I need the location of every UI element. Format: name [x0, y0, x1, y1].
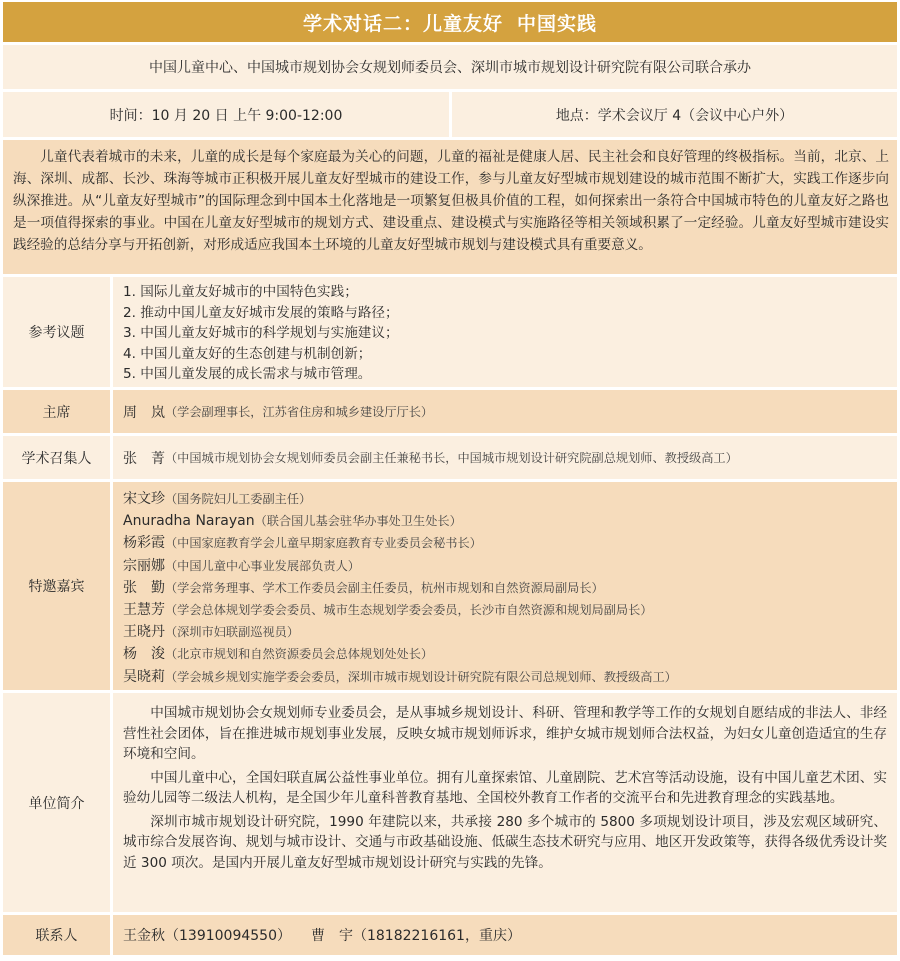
chair-row — [3, 390, 897, 433]
guest-name: 杨彩霞 — [123, 535, 165, 552]
convener-title: （中国城市规划协会女规划师委员会副主任兼秘书长，中国城市规划设计研究院副总规划师、教授级高工） — [165, 451, 738, 465]
guest-title: （中国儿童中心事业发展部负责人） — [165, 558, 360, 573]
topic-item: 4. 中国儿童友好的生态创建与机制创新； — [123, 345, 372, 362]
convener-label: 学术召集人 — [3, 436, 110, 479]
guest-name: 宗丽娜 — [123, 557, 165, 574]
topics-row — [3, 277, 897, 387]
topic-item: 3. 中国儿童友好城市的科学规划与实施建议； — [123, 325, 399, 341]
guest-item — [123, 599, 887, 621]
chair-content — [113, 390, 897, 433]
guest-title: （中国家庭教育学会儿童早期家庭教育专业委员会秘书长） — [165, 536, 482, 551]
chair-surname: 周 — [123, 404, 137, 421]
topic-item: 5. 中国儿童发展的成长需求与城市管理。 — [123, 366, 372, 382]
guest-title: （学会常务理事、学术工作委员会副主任委员，杭州市规划和自然资源局副局长） — [165, 580, 604, 595]
units-label: 单位简介 — [3, 693, 110, 912]
guest-title: （联合国儿基会驻华办事处卫生处长） — [254, 514, 462, 529]
guests-list — [113, 482, 897, 690]
unit-paragraph: 中国儿童中心，全国妇联直属公益性事业单位。拥有儿童探索馆、儿童剧院、艺术宫等活动设施，设有中国儿童艺术团、实验幼儿园等二级法人机构，是全国少年儿童科普教育基地、全国校外教育工作者的交流平台和先进教育理念的实践基地。 — [123, 769, 887, 806]
intro-paragraph: 儿童代表着城市的未来，儿童的成长是每个家庭最为关心的问题，儿童的福祉是健康人居、民主社会和良好管理的终极指标。当前，北京、上海、深圳、成都、长沙、珠海等城市正积极开展儿童友好型城市的建设工作，参与儿童友好型城市规划建设的城市范围不断扩大，实践工作逐步向纵深推进。从“儿童友好型城市”的国际理念到中国本土化落地是一项繁复但极具价值的工程，如何探索出一条符合中国城市特色的儿童友好之路也是一项值得探索的事业。中国在儿童友好型城市的规划方式、建设重点、建设模式与实施路径等相关领域积累了一定经验。儿童友好型城市建设实践经验的总结分享与开拓创新，对形成适应我国本土环境的儿童友好型城市规划与建设模式具有重要意义。 — [3, 140, 897, 274]
convener-row — [3, 436, 897, 479]
time-cell — [3, 92, 449, 137]
guest-item — [123, 488, 887, 510]
organizer-text: 中国儿童中心、中国城市规划协会女规划师委员会、深圳市城市规划设计研究院有限公司联合承办 — [149, 60, 751, 76]
guest-item — [123, 621, 887, 643]
guest-name: 王慧芳 — [123, 602, 165, 619]
unit-paragraph: 深圳市城市规划设计研究院，1990 年建院以来，共承接 280 多个城市的 5800 多项规划设计项目，涉及宏观区域研究、城市综合发展咨询、规划与城市设计、交通与市政基础设施、低碳生态技术研究与应用、地区开发政策等，获得各级优秀设计奖近 300 项次。是国内开展儿童友好型城市规划设计研究与实践的先锋。 — [123, 813, 887, 871]
units-row — [3, 693, 897, 912]
place-cell — [452, 92, 897, 137]
guest-title: （学会总体规划学委会委员、城市生态规划学委会委员，长沙市自然资源和规划局副局长） — [165, 603, 653, 618]
contact-row — [3, 915, 897, 955]
topic-item: 1. 国际儿童友好城市的中国特色实践； — [123, 284, 358, 300]
chair-title: （学会副理事长，江苏省住房和城乡建设厅厅长） — [165, 405, 434, 419]
place-text: 地点：学术会议厅 4（会议中心户外） — [555, 107, 794, 124]
convener-given-name: 菁 — [151, 450, 165, 467]
guest-item — [123, 510, 887, 532]
convener-content — [113, 436, 897, 479]
chair-given-name: 岚 — [151, 404, 165, 421]
time-place-row — [3, 92, 897, 137]
guest-name: 吴晓莉 — [123, 668, 165, 685]
guest-title: （学会城乡规划实施学委会委员，深圳市城市规划设计研究院有限公司总规划师、教授级高工） — [165, 669, 677, 684]
contact-label: 联系人 — [3, 915, 110, 955]
guests-label: 特邀嘉宾 — [3, 482, 110, 690]
convener-surname: 张 — [123, 450, 137, 467]
title-sub: 中国实践 — [517, 12, 598, 35]
topics-label: 参考议题 — [3, 277, 110, 387]
guests-row — [3, 482, 897, 690]
topics-list — [113, 277, 897, 387]
guest-item — [123, 577, 887, 599]
guest-name: 王晓丹 — [123, 624, 165, 641]
title-bar — [3, 2, 897, 42]
unit-paragraph: 中国城市规划协会女规划师专业委员会，是从事城乡规划设计、科研、管理和教学等工作的女规划自愿结成的非法人、非经营性社会团体，旨在推进城市规划事业发展，反映女城市规划师诉求，维护女城市规划师合法权益，为妇女儿童创造适宜的生存环境和空间。 — [123, 705, 887, 762]
guest-item — [123, 666, 887, 688]
title-main: 学术对话二：儿童友好 — [302, 12, 503, 35]
organizer-row — [3, 45, 897, 89]
topic-item: 2. 推动中国儿童友好城市发展的策略与路径； — [123, 304, 399, 321]
chair-label: 主席 — [3, 390, 110, 433]
contact-person-1: 王金秋（13910094550） — [123, 928, 291, 944]
contact-content — [113, 915, 897, 955]
guest-title: （北京市规划和自然资源委员会总体规划处处长） — [165, 647, 434, 662]
guest-title: （国务院妇儿工委副主任） — [165, 492, 312, 506]
guest-title: （深圳市妇联副巡视员） — [165, 625, 300, 640]
guest-item — [123, 555, 887, 577]
guest-name: Anuradha Narayan — [123, 513, 255, 530]
guest-name: 宋文珍 — [123, 491, 165, 507]
units-content — [113, 693, 897, 912]
guest-item — [123, 643, 887, 665]
guest-item — [123, 532, 887, 554]
guest-name: 杨 浚 — [123, 646, 165, 663]
guest-name: 张 勤 — [123, 579, 165, 596]
contact-person-2: 曹 宇（18182216161，重庆） — [310, 928, 521, 944]
time-text: 时间：10 月 20 日 上午 9:00-12:00 — [109, 107, 343, 124]
